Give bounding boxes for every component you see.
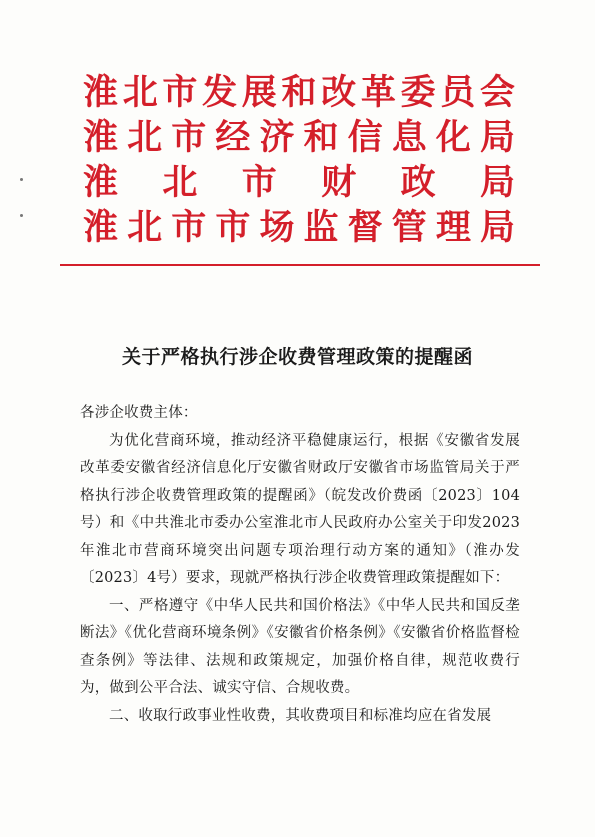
agency-char: 淮 [83,207,119,248]
paragraph-intro: 为优化营商环境，推动经济平稳健康运行，根据《安徽省发展改革委安徽省经济信息化厅安徽省财政厅安徽省市场监管局关于严格执行涉企收费管理政策的提醒函》（皖发改价费函〔2023〕104号）和《中共淮北市委办公室淮北市人民政府办公室关于印发2023年淮北市营商环境突出问题专项治理行动方案的通知》（淮办发〔2023〕4号）要求，现就严格执行涉企收费管理政策提醒如下： [80,432,520,586]
agency-char: 监 [303,207,339,248]
agency-char: 经 [215,117,251,158]
agency-char: 北 [127,117,163,158]
agency-char: 市 [171,207,207,248]
agency-char: 信 [347,117,383,158]
agency-char: 场 [259,207,295,248]
paragraph-item-2: 二、收取行政事业性收费，其收费项目和标准均应在省发展 [109,707,492,724]
scan-speck [20,178,23,181]
agency-char: 局 [479,117,515,158]
salutation: 各涉企收费主体： [80,405,198,421]
agency-char: 革 [360,72,396,113]
agency-char: 督 [347,207,383,248]
agency-char: 理 [435,207,471,248]
document-body [80,400,520,730]
agency-char: 息 [391,117,427,158]
agency-char: 北 [122,72,158,113]
agency-line-4 [83,205,515,250]
agency-char: 市 [241,162,277,203]
agency-char: 市 [215,207,251,248]
agency-line-3 [83,160,515,205]
agency-char: 化 [435,117,471,158]
document-title: 关于严格执行涉企收费管理政策的提醒函 [121,346,473,368]
agency-line-2 [83,115,515,160]
agency-char: 淮 [83,162,119,203]
agency-char: 发 [202,72,238,113]
agency-char: 改 [321,72,357,113]
paragraph-item-1: 一、严格遵守《中华人民共和国价格法》《中华人民共和国反垄断法》《优化营商环境条例》《安徽省价格条例》《安徽省价格监督检查条例》等法律、法规和政策规定，加强价格自律，规范收费行为，做到公平合法、诚实守信、合规收费。 [80,597,520,696]
agency-char: 局 [479,162,515,203]
agency-char: 北 [127,207,163,248]
agency-char: 会 [479,72,515,113]
agency-char: 淮 [83,72,119,113]
agency-char: 淮 [83,117,119,158]
agency-char: 和 [281,72,317,113]
agency-char: 市 [171,117,207,158]
agency-char: 财 [321,162,357,203]
agency-char: 市 [162,72,198,113]
issuing-agencies-header [83,70,515,250]
red-divider-line [60,264,540,266]
agency-char: 展 [241,72,277,113]
agency-char: 员 [440,72,476,113]
agency-char: 委 [400,72,436,113]
agency-char: 北 [162,162,198,203]
agency-char: 管 [391,207,427,248]
agency-char: 局 [479,207,515,248]
agency-line-1 [83,70,515,115]
agency-char: 和 [303,117,339,158]
agency-char: 济 [259,117,295,158]
scan-speck [20,214,23,217]
agency-char: 政 [400,162,436,203]
